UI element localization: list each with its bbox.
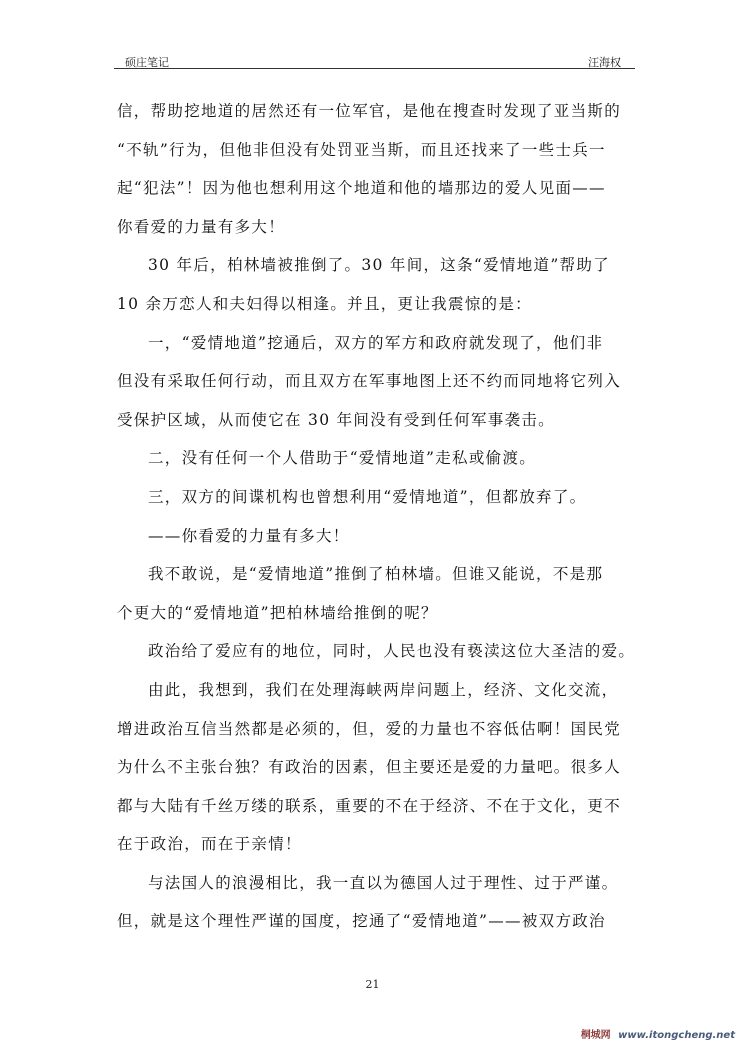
- text-line: 二，没有任何一个人借助于“爱情地道”走私或偷渡。: [148, 449, 537, 468]
- watermark-site-name: 桐城网: [580, 1030, 611, 1041]
- text-line: 你看爱的力量有多大！: [117, 217, 286, 236]
- text-line: 为什么不主张台独？有政治的因素，但主要还是爱的力量吧。很多人: [117, 758, 622, 777]
- text-line: 个更大的“爱情地道”把柏林墙给推倒的呢？: [117, 603, 438, 622]
- text-line: 增进政治互信当然都是必须的，但，爱的力量也不容低估啊！国民党: [117, 719, 622, 738]
- watermark-url: www.itongcheng.net: [618, 1030, 735, 1041]
- page-header-right: 汪海权: [588, 56, 621, 69]
- text-line: 我不敢说，是“爱情地道”推倒了柏林墙。但谁又能说，不是那: [148, 565, 604, 584]
- text-line: 但，就是这个理性严谨的国度，挖通了“爱情地道”——被双方政治: [117, 912, 606, 931]
- text-line: 都与大陆有千丝万缕的联系，重要的不在于经济、不在于文化，更不: [117, 796, 622, 815]
- watermark: [581, 1026, 735, 1041]
- text-line: 但没有采取任何行动，而且双方在军事地图上还不约而同地将它列入: [117, 372, 622, 391]
- text-line: 政治给了爱应有的地位，同时，人民也没有亵渎这位大圣洁的爱。: [148, 642, 636, 661]
- body-text: [117, 92, 637, 941]
- header-divider: [114, 68, 635, 69]
- text-line: 一，“爱情地道”挖通后，双方的军方和政府就发现了，他们非: [148, 333, 604, 352]
- text-line: “不轨”行为，但他非但没有处罚亚当斯，而且还找来了一些士兵一: [117, 140, 606, 159]
- text-line: 与法国人的浪漫相比，我一直以为德国人过于理性、过于严谨。: [148, 873, 619, 892]
- text-line: 起“犯法”！因为他也想利用这个地道和他的墙那边的爱人见面——: [117, 179, 606, 198]
- text-line: 30 年后，柏林墙被推倒了。30 年间，这条“爱情地道”帮助了: [148, 256, 610, 275]
- text-line: ——你看爱的力量有多大！: [148, 526, 350, 545]
- text-line: 受保护区域，从而使它在 30 年间没有受到任何军事袭击。: [117, 410, 555, 429]
- text-line: 由此，我想到，我们在处理海峡两岸问题上，经济、文化交流，: [148, 680, 619, 699]
- text-line: 10 余万恋人和夫妇得以相逢。并且，更让我震惊的是：: [117, 294, 532, 313]
- text-line: 信，帮助挖地道的居然还有一位军官，是他在搜查时发现了亚当斯的: [117, 102, 622, 120]
- text-line: 在于政治，而在于亲情！: [117, 835, 302, 854]
- text-line: 三，双方的间谍机构也曾想利用“爱情地道”，但都放弃了。: [148, 487, 587, 506]
- page-number: 21: [365, 978, 380, 991]
- page-header-left: 硕庄笔记: [125, 56, 169, 69]
